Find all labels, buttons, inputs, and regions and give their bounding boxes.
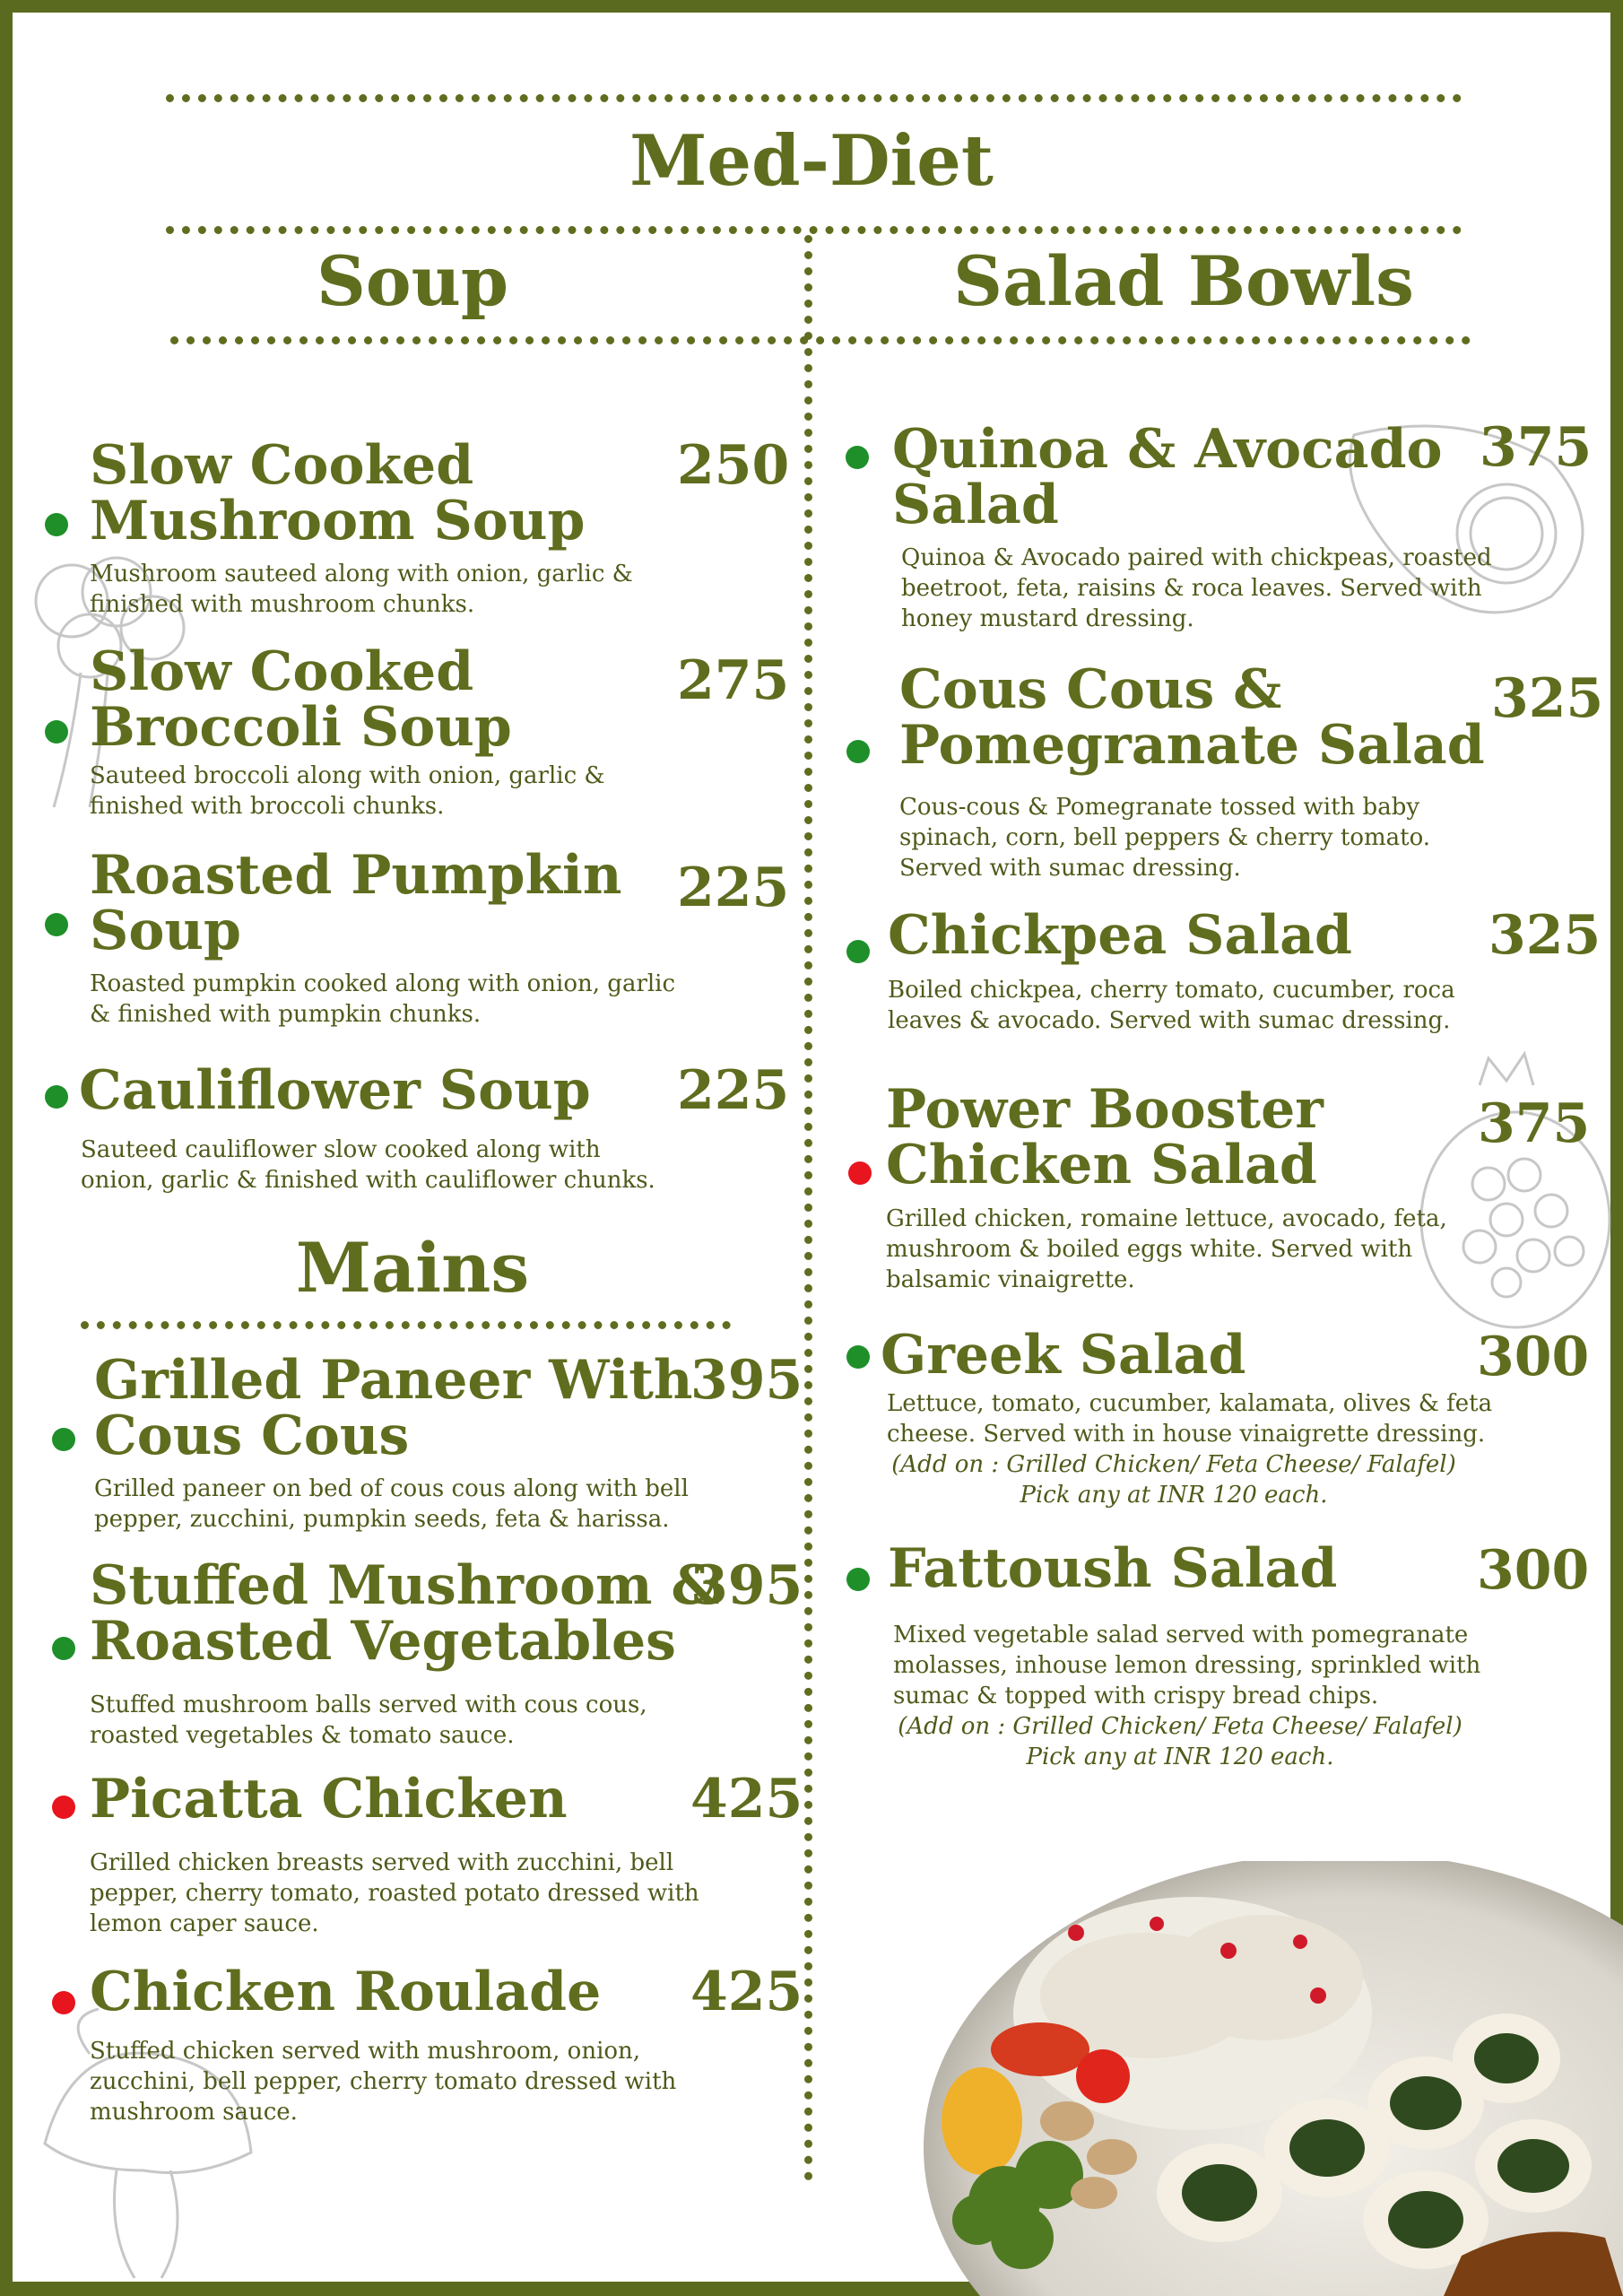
veg-indicator-icon [45, 720, 68, 744]
veg-indicator-icon [846, 740, 870, 763]
menu-title: Med-Diet [629, 120, 994, 202]
title-dotted-rule [166, 226, 1462, 234]
nonveg-indicator-icon [52, 1796, 75, 1819]
mains-item: Picatta Chicken 425 Grilled chicken breasts served with zucchini, bell pepper, cherry tomato, roasted potato dressed with lemon caper sauce. [90, 1768, 803, 1937]
salad-item: Greek Salad 300 Lettuce, tomato, cucumber, kalamata, olives & feta cheese. Served with in house vinaigrette dressing. (Add on : Grilled Chicken/ Feta Cheese/ Falafel) Pick any at INR 120 each. [881, 1324, 1590, 1509]
section-title-soup: Soup [317, 241, 508, 321]
mains-item: Grilled Paneer With Cous Cous 395 Grilled paneer on bed of cous cous along with bell pepper, zucchini, pumpkin seeds, feta & harissa. [94, 1349, 803, 1533]
veg-indicator-icon [52, 1637, 75, 1660]
mains-item: Stuffed Mushroom & Roasted Vegetables 395 Stuffed mushroom balls served with cous cous, roasted vegetables & tomato sauce. [90, 1554, 803, 1749]
mains-item: Chicken Roulade 425 Stuffed chicken served with mushroom, onion, zucchini, bell pepper, cherry tomato dressed with mushroom sauce. [90, 1961, 803, 2126]
top-dotted-rule [166, 94, 1462, 102]
section-title-salad-bowls: Salad Bowls [953, 241, 1414, 321]
salad-item: Power Booster Chicken Salad 375 Grilled chicken, romaine lettuce, avocado, feta, mushroom & boiled eggs white. Served with balsamic vinaigrette. [886, 1078, 1591, 1293]
veg-indicator-icon [846, 1568, 870, 1591]
salad-item: Chickpea Salad 325 Boiled chickpea, cherry tomato, cucumber, roca leaves & avocado. Served with sumac dressing. [888, 904, 1601, 1034]
nonveg-indicator-icon [848, 1161, 872, 1185]
veg-indicator-icon [846, 940, 870, 963]
column-divider [804, 235, 812, 2181]
header-dotted-rule [170, 336, 1471, 344]
salad-item: Quinoa & Avocado Salad 375 Quinoa & Avocado paired with chickpeas, roasted beetroot, feta, raisins & roca leaves. Served with honey mustard dressing. [892, 416, 1593, 632]
soup-item: Slow Cooked Broccoli Soup 275 Sauteed broccoli along with onion, garlic & finished with broccoli chunks. [90, 640, 790, 820]
salad-item: Cous Cous & Pomegranate Salad 325 Cous-cous & Pomegranate tossed with baby spinach, corn, bell peppers & cherry tomato. Served with sumac dressing. [899, 658, 1604, 882]
mains-dotted-rule [81, 1321, 731, 1329]
veg-indicator-icon [45, 913, 68, 936]
food-plate-photo [924, 1861, 1623, 2296]
veg-indicator-icon [846, 1345, 870, 1369]
veg-indicator-icon [846, 446, 869, 469]
veg-indicator-icon [52, 1428, 75, 1451]
section-title-mains: Mains [295, 1228, 530, 1308]
soup-item: Cauliflower Soup 225 Sauteed cauliflower slow cooked along with onion, garlic & finished with cauliflower chunks. [79, 1059, 790, 1194]
soup-item: Slow Cooked Mushroom Soup 250 Mushroom sauteed along with onion, garlic & finished with mushroom chunks. [90, 434, 790, 618]
soup-item: Roasted Pumpkin Soup 225 Roasted pumpkin cooked along with onion, garlic & finished with pumpkin chunks. [90, 844, 790, 1028]
salad-item: Fattoush Salad 300 Mixed vegetable salad served with pomegranate molasses, inhouse lemon dressing, sprinkled with sumac & topped with crispy bread chips. (Add on : Grilled Chicken/ Feta Cheese/ Falafel) Pick any at INR 120 each. [888, 1537, 1590, 1770]
veg-indicator-icon [45, 1085, 68, 1109]
veg-indicator-icon [45, 513, 68, 536]
nonveg-indicator-icon [52, 1991, 75, 2014]
